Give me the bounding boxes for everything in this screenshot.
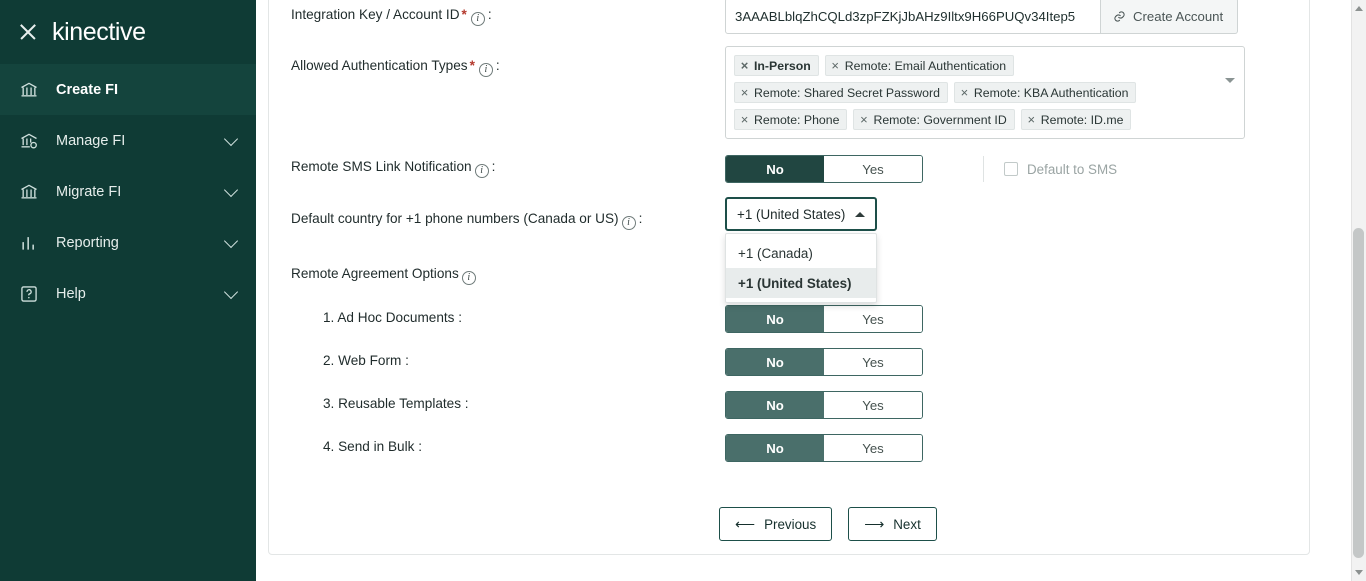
default-country-value: +1 (United States)	[737, 206, 846, 222]
chevron-down-icon[interactable]	[224, 233, 238, 247]
chip-in-person[interactable]	[734, 55, 819, 76]
default-to-sms-label: Default to SMS	[1027, 161, 1118, 177]
scroll-up-icon[interactable]	[1355, 6, 1363, 11]
integration-key-label-text: Integration Key / Account ID	[291, 7, 460, 22]
chip-remove-icon[interactable]: ×	[860, 112, 868, 127]
ad-hoc-documents-toggle[interactable]	[725, 305, 923, 333]
sidebar-item-label: Help	[56, 285, 86, 302]
chip-label: Remote: ID.me	[1040, 112, 1124, 127]
chip-remove-icon[interactable]: ×	[831, 58, 840, 73]
sidebar	[0, 0, 256, 581]
arrow-right-icon: ⟶	[864, 516, 885, 532]
fi-settings-form	[269, 0, 1309, 554]
toggle-option-yes[interactable]: Yes	[824, 306, 922, 332]
default-country-dropdown[interactable]	[725, 233, 877, 303]
divider	[983, 156, 984, 182]
bar-chart-icon	[18, 232, 40, 254]
chip-remote-government-id[interactable]	[853, 109, 1014, 130]
scroll-down-icon[interactable]	[1355, 570, 1363, 575]
remote-agreement-label	[291, 266, 479, 285]
next-button-label: Next	[893, 516, 921, 532]
default-country-field-group	[725, 197, 877, 291]
arrow-left-icon: ⟵	[735, 516, 756, 532]
default-to-sms-checkbox[interactable]	[1004, 162, 1018, 176]
reusable-templates-label: 3. Reusable Templates :	[323, 396, 469, 411]
chevron-down-icon[interactable]	[1225, 78, 1235, 83]
toggle-option-yes[interactable]: Yes	[824, 392, 922, 418]
toggle-option-yes[interactable]: Yes	[824, 156, 922, 182]
link-icon	[1113, 10, 1126, 23]
chip-remote-kba[interactable]	[954, 82, 1137, 103]
sidebar-item-manage-fi[interactable]	[0, 115, 256, 166]
toggle-option-no[interactable]: No	[726, 435, 824, 461]
chip-label: Remote: Shared Secret Password	[754, 85, 940, 100]
info-icon[interactable]: i	[622, 216, 636, 230]
create-account-button-label: Create Account	[1133, 8, 1224, 24]
dropdown-option-united-states[interactable]: +1 (United States)	[726, 268, 876, 298]
chip-label: Remote: Email Authentication	[844, 58, 1007, 73]
sidebar-item-help[interactable]	[0, 268, 256, 319]
info-icon[interactable]: i	[462, 271, 476, 285]
next-button[interactable]	[848, 507, 937, 541]
form-navigation	[719, 507, 937, 541]
default-country-label-text: Default country for +1 phone numbers (Canada or US)	[291, 211, 619, 226]
sidebar-item-reporting[interactable]	[0, 217, 256, 268]
web-form-toggle[interactable]	[725, 348, 923, 376]
chip-label: Remote: Phone	[754, 112, 840, 127]
default-to-sms-checkbox-wrap[interactable]	[1004, 162, 1117, 177]
chip-remove-icon[interactable]: ×	[1027, 112, 1036, 127]
colon: :	[487, 7, 492, 22]
info-icon[interactable]: i	[479, 63, 493, 77]
web-form-label: 2. Web Form :	[323, 353, 409, 368]
default-country-select[interactable]	[725, 197, 877, 231]
bank-icon	[18, 79, 40, 101]
chevron-down-icon[interactable]	[224, 284, 238, 298]
chip-remote-email[interactable]	[825, 55, 1014, 76]
toggle-option-no[interactable]: No	[726, 156, 824, 182]
ad-hoc-documents-label: 1. Ad Hoc Documents :	[323, 310, 463, 325]
chip-label: In-Person	[754, 58, 811, 73]
auth-types-label	[291, 58, 500, 77]
create-account-button[interactable]	[1101, 0, 1238, 34]
sidebar-item-label: Manage FI	[56, 132, 126, 149]
colon: :	[638, 211, 643, 226]
remote-sms-label-text: Remote SMS Link Notification	[291, 159, 472, 174]
chevron-down-icon[interactable]	[224, 182, 238, 196]
integration-key-field-group	[725, 0, 1238, 34]
sidebar-item-create-fi[interactable]	[0, 64, 256, 115]
integration-key-input[interactable]	[725, 0, 1101, 34]
chip-remove-icon[interactable]: ×	[740, 112, 749, 127]
reusable-templates-toggle[interactable]	[725, 391, 923, 419]
send-in-bulk-toggle[interactable]	[725, 434, 923, 462]
info-icon[interactable]: i	[475, 164, 489, 178]
chip-remote-shared-secret[interactable]	[734, 82, 948, 103]
bank-gear-icon	[18, 130, 40, 152]
toggle-option-no[interactable]: No	[726, 306, 824, 332]
toggle-option-no[interactable]: No	[726, 349, 824, 375]
remote-sms-label	[291, 159, 495, 178]
auth-types-label-text: Allowed Authentication Types	[291, 58, 468, 73]
default-country-label	[291, 211, 642, 230]
previous-button-label: Previous	[764, 516, 817, 532]
brand-logo: kinective	[52, 17, 146, 46]
chip-label: Remote: Government ID	[873, 112, 1007, 127]
chip-remove-icon[interactable]: ×	[740, 85, 749, 100]
sidebar-item-migrate-fi[interactable]	[0, 166, 256, 217]
remote-agreement-label-text: Remote Agreement Options	[291, 266, 459, 281]
send-in-bulk-field	[725, 434, 923, 462]
chevron-up-icon[interactable]	[855, 212, 865, 217]
web-form-field	[725, 348, 923, 376]
info-icon[interactable]: i	[471, 12, 485, 26]
help-circle-icon	[18, 283, 40, 305]
ad-hoc-documents-label-row	[323, 310, 462, 325]
toggle-option-no[interactable]: No	[726, 392, 824, 418]
close-icon[interactable]	[18, 22, 38, 42]
toggle-option-yes[interactable]: Yes	[824, 435, 922, 461]
chip-remote-phone[interactable]	[734, 109, 847, 130]
colon: :	[491, 159, 496, 174]
reusable-templates-field	[725, 391, 923, 419]
auth-types-multiselect[interactable]	[725, 46, 1245, 139]
form-card	[268, 0, 1310, 555]
default-country-select-wrap	[725, 197, 877, 291]
vertical-scrollbar[interactable]	[1351, 0, 1366, 581]
required-asterisk: *	[469, 58, 475, 73]
sidebar-item-label: Create FI	[56, 81, 119, 98]
chip-remove-icon[interactable]: ×	[740, 58, 749, 73]
scrollbar-thumb[interactable]	[1353, 228, 1364, 558]
sidebar-item-label: Reporting	[56, 234, 119, 251]
sidebar-header	[0, 0, 256, 64]
chip-label: Remote: KBA Authentication	[973, 85, 1129, 100]
default-country-row	[291, 211, 642, 230]
integration-key-row	[291, 7, 492, 26]
required-asterisk: *	[461, 7, 467, 22]
send-in-bulk-label: 4. Send in Bulk :	[323, 439, 422, 454]
web-form-label-row	[323, 353, 409, 368]
sidebar-item-label: Migrate FI	[56, 183, 122, 200]
send-in-bulk-label-row	[323, 439, 422, 454]
remote-sms-field-group	[725, 155, 1117, 183]
remote-sms-row	[291, 159, 495, 178]
auth-types-row	[291, 58, 500, 77]
reusable-templates-label-row	[323, 396, 469, 411]
colon: :	[495, 58, 500, 73]
main-content	[256, 0, 1366, 581]
previous-button[interactable]	[719, 507, 832, 541]
remote-sms-toggle[interactable]	[725, 155, 923, 183]
ad-hoc-documents-field	[725, 305, 923, 333]
dropdown-option-canada[interactable]: +1 (Canada)	[738, 245, 813, 261]
auth-types-field-group	[725, 46, 1245, 139]
bank-arrow-icon	[18, 181, 40, 203]
chevron-down-icon[interactable]	[224, 131, 238, 145]
integration-key-label	[291, 7, 492, 26]
toggle-option-yes[interactable]: Yes	[824, 349, 922, 375]
chip-remote-idme[interactable]	[1021, 109, 1132, 130]
remote-agreement-row	[291, 266, 479, 285]
chip-remove-icon[interactable]: ×	[960, 85, 969, 100]
